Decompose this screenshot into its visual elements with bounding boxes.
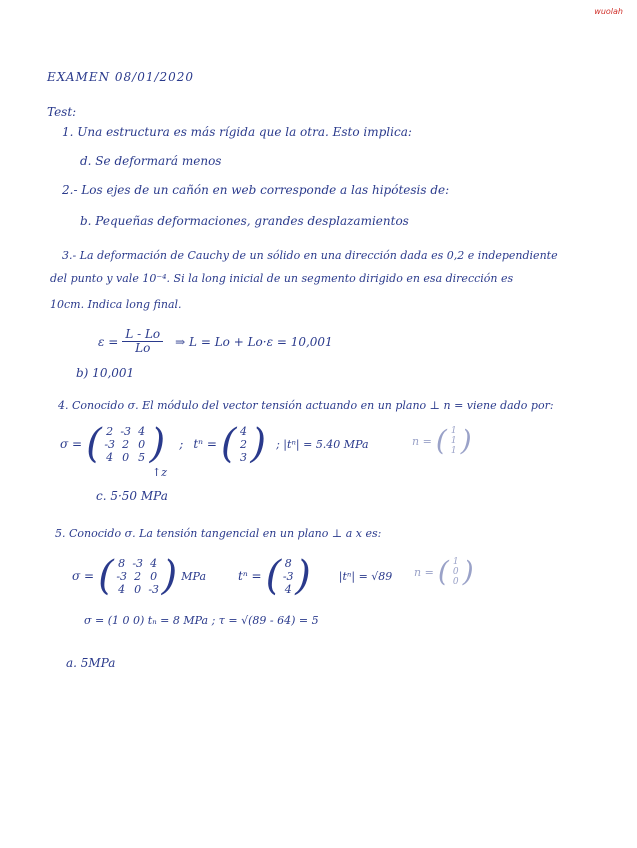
q5-m-cell: 0 bbox=[134, 582, 142, 596]
q4-separator: ; bbox=[179, 437, 184, 451]
q5-m-cell: 4 bbox=[118, 582, 126, 596]
q4-vec-grid bbox=[237, 425, 251, 464]
q3-frac-den: Lo bbox=[135, 341, 151, 355]
q5-m-cell: -3 bbox=[132, 556, 144, 570]
q3-fraction bbox=[122, 328, 163, 355]
q5-sigma-matrix: ( 8 -3 4 -3 2 0 4 0 -3 ) bbox=[98, 553, 178, 599]
q5-m-cell: 8 bbox=[118, 556, 126, 570]
q5-v-cell: 4 bbox=[284, 582, 292, 596]
q5-hint-cell: 0 bbox=[452, 577, 459, 587]
q4-m-cell: 5 bbox=[138, 450, 146, 464]
q4-traction-label: tⁿ = bbox=[193, 437, 217, 451]
q2-answer: b. Pequeñas deformaciones, grandes desplazamientos bbox=[80, 214, 409, 228]
q5-v-cell: 8 bbox=[284, 556, 292, 570]
corner-watermark: wuolah bbox=[594, 7, 623, 16]
q4-hint-cell: 1 bbox=[450, 446, 457, 456]
q1-answer: d. Se deformará menos bbox=[80, 154, 222, 168]
q3-frac-num: L - Lo bbox=[122, 328, 163, 342]
q5-hint-label: n = bbox=[414, 565, 434, 579]
q4-m-cell: 0 bbox=[138, 437, 146, 451]
q3-line1: 3.- La deformación de Cauchy de un sólido en una dirección dada es 0,2 e independiente bbox=[62, 249, 558, 262]
q4-m-cell: -3 bbox=[120, 424, 132, 438]
q4-m-cell: 2 bbox=[106, 424, 114, 438]
q4-question: 4. Conocido σ. El módulo del vector tensión actuando en un plano ⊥ n = viene dado por: bbox=[58, 399, 554, 412]
q3-eq-rhs: ⇒ L = Lo + Lo·ε = 10,001 bbox=[175, 334, 333, 349]
q5-traction-vector: ( 8 -3 4 ) bbox=[265, 553, 311, 599]
q5-norm: |tⁿ| = √89 bbox=[338, 569, 393, 583]
q4-m-cell: -3 bbox=[104, 437, 116, 451]
q4-arrow-label: ↑z bbox=[152, 466, 168, 479]
q3-line2: del punto y vale 10⁻⁴. Si la long inicial de un segmento dirigido en esa dirección es bbox=[50, 272, 514, 285]
q4-norm: ; |tⁿ| = 5.40 MPa bbox=[276, 437, 369, 451]
q3-line3: 10cm. Indica long final. bbox=[50, 298, 182, 311]
q3-equation bbox=[98, 328, 333, 355]
q5-m-cell: 4 bbox=[150, 556, 158, 570]
q4-normal-hint: n = ( 1 1 1 ) bbox=[412, 424, 472, 457]
q4-m-cell: 4 bbox=[106, 450, 114, 464]
q5-sigma-label: σ = bbox=[72, 569, 95, 583]
q4-answer: c. 5·50 MPa bbox=[96, 489, 168, 503]
q5-m-cell: 2 bbox=[134, 569, 142, 583]
exam-heading: EXAMEN 08/01/2020 bbox=[47, 70, 195, 84]
q3-eq-lhs: ε = bbox=[98, 334, 119, 349]
q5-calc-line: σ = (1 0 0) tₙ = 8 MPa ; τ = √(89 - 64) = 5 bbox=[84, 614, 319, 627]
q4-hint-cell: 1 bbox=[450, 426, 457, 436]
q4-sigma-label: σ = bbox=[60, 437, 83, 451]
q4-v-cell: 4 bbox=[240, 424, 247, 438]
q5-normal-hint: n = ( 1 0 0 ) bbox=[414, 555, 474, 588]
q4-equation bbox=[60, 421, 369, 467]
q4-hint-cell: 1 bbox=[450, 436, 457, 446]
q5-question: 5. Conocido σ. La tensión tangencial en un plano ⊥ a x es: bbox=[55, 527, 382, 540]
q4-m-cell: 0 bbox=[122, 450, 130, 464]
q5-equation bbox=[72, 553, 393, 599]
q5-traction-label: tⁿ = bbox=[238, 569, 262, 583]
q4-m-cell: 4 bbox=[138, 424, 146, 438]
q4-matrix-grid bbox=[102, 425, 150, 464]
q4-v-cell: 3 bbox=[240, 450, 247, 464]
q4-v-cell: 2 bbox=[240, 437, 247, 451]
q5-m-cell: -3 bbox=[148, 582, 160, 596]
section-label: Test: bbox=[47, 105, 77, 119]
q4-sigma-matrix: ( 2 -3 4 -3 2 0 4 0 5 ) bbox=[86, 421, 166, 467]
q5-matrix-grid bbox=[114, 557, 162, 596]
q5-vec-grid bbox=[281, 557, 295, 596]
q3-answer: b) 10,001 bbox=[76, 366, 135, 380]
q4-hint-label: n = bbox=[412, 434, 432, 448]
q4-traction-vector: ( 4 2 3 ) bbox=[220, 421, 267, 467]
q4-m-cell: 2 bbox=[122, 437, 130, 451]
q5-answer: a. 5MPa bbox=[66, 656, 116, 670]
q5-unit: MPa bbox=[181, 569, 207, 583]
q5-m-cell: -3 bbox=[116, 569, 128, 583]
q5-m-cell: 0 bbox=[150, 569, 158, 583]
q5-v-cell: -3 bbox=[282, 569, 294, 583]
q2-question: 2.- Los ejes de un cañón en web corresponde a las hipótesis de: bbox=[62, 183, 450, 197]
q5-hint-cell: 0 bbox=[452, 567, 459, 577]
q5-hint-cell: 1 bbox=[452, 557, 459, 567]
q1-question: 1. Una estructura es más rígida que la otra. Esto implica: bbox=[62, 125, 412, 139]
